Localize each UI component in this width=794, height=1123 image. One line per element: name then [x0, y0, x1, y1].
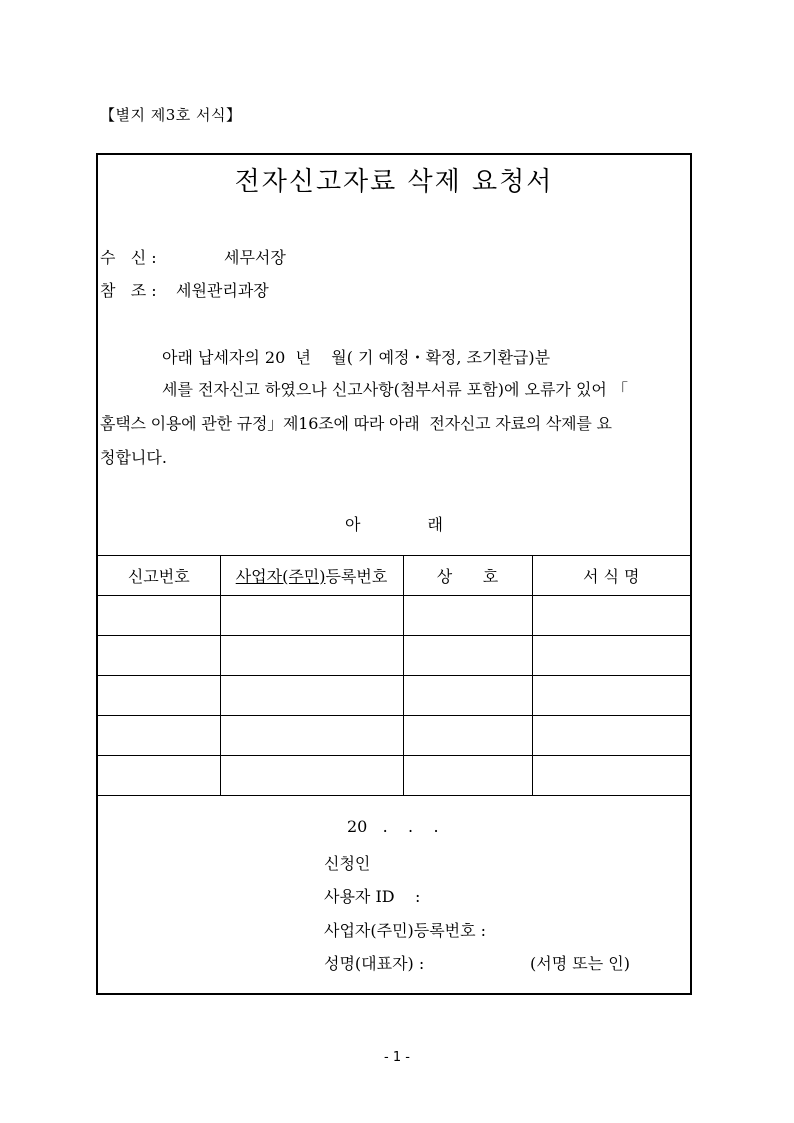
- table-row: [98, 716, 690, 756]
- table-cell[interactable]: [220, 676, 403, 716]
- header-form-name: 서 식 명: [532, 556, 690, 596]
- user-id-field[interactable]: 사용자 ID :: [324, 887, 421, 906]
- signature-or-seal[interactable]: (서명 또는 인): [530, 954, 630, 973]
- arae-label: 아 래: [345, 515, 443, 534]
- recipient-line: [100, 245, 286, 268]
- form-title: 전자신고자료 삭제 요청서: [234, 167, 554, 197]
- table-cell[interactable]: [220, 716, 403, 756]
- page-number: - 1 -: [384, 1050, 410, 1065]
- table-cell[interactable]: [403, 676, 532, 716]
- table-cell[interactable]: [403, 716, 532, 756]
- reference-key: 참 조 :: [100, 281, 157, 300]
- table-header-row: [98, 556, 690, 596]
- representative-name-field[interactable]: 성명(대표자) :: [324, 954, 425, 973]
- table-cell[interactable]: [98, 756, 220, 796]
- form-number-label: 【별지 제3호 서식】: [100, 106, 242, 124]
- table-cell[interactable]: [98, 636, 220, 676]
- table-cell[interactable]: [532, 596, 690, 636]
- body-line-4: 청합니다.: [100, 448, 167, 467]
- body-line-3: 홈택스 이용에 관한 규정」제16조에 따라 아래 전자신고 자료의 삭제를 요: [100, 414, 612, 433]
- table-row: [98, 676, 690, 716]
- header-business-number-underlined: 사업자(주민): [235, 567, 326, 586]
- table-cell[interactable]: [403, 756, 532, 796]
- table-cell[interactable]: [98, 716, 220, 756]
- table-cell[interactable]: [532, 676, 690, 716]
- header-filing-number: 신고번호: [98, 556, 220, 596]
- business-number-field[interactable]: 사업자(주민)등록번호 :: [324, 921, 487, 940]
- table-cell[interactable]: [220, 756, 403, 796]
- table-cell[interactable]: [403, 596, 532, 636]
- applicant-label: 신청인: [324, 854, 371, 873]
- header-trade-name: 상 호: [403, 556, 532, 596]
- table-row: [98, 596, 690, 636]
- table-row: [98, 756, 690, 796]
- header-business-number-rest: 등록번호: [325, 567, 388, 586]
- table-cell[interactable]: [220, 636, 403, 676]
- reference-value: 세원관리과장: [176, 281, 269, 300]
- table-cell[interactable]: [532, 756, 690, 796]
- table-cell[interactable]: [532, 636, 690, 676]
- form-frame: [96, 153, 692, 995]
- application-date[interactable]: 20 . . .: [347, 817, 439, 836]
- table-row: [98, 636, 690, 676]
- table-cell[interactable]: [532, 716, 690, 756]
- body-line-2: 세를 전자신고 하였으나 신고사항(첨부서류 포함)에 오류가 있어 「: [162, 380, 628, 399]
- reference-line: [100, 278, 269, 301]
- deletion-items-table: [98, 555, 690, 796]
- table-cell[interactable]: [403, 636, 532, 676]
- body-line-1: 아래 납세자의 20 년 월( 기 예정・확정, 조기환급)분: [162, 348, 551, 367]
- recipient-key: 수 신 :: [100, 248, 157, 267]
- header-business-number: [220, 556, 403, 596]
- table-cell[interactable]: [220, 596, 403, 636]
- recipient-value: 세무서장: [224, 248, 286, 267]
- table-cell[interactable]: [98, 596, 220, 636]
- table-cell[interactable]: [98, 676, 220, 716]
